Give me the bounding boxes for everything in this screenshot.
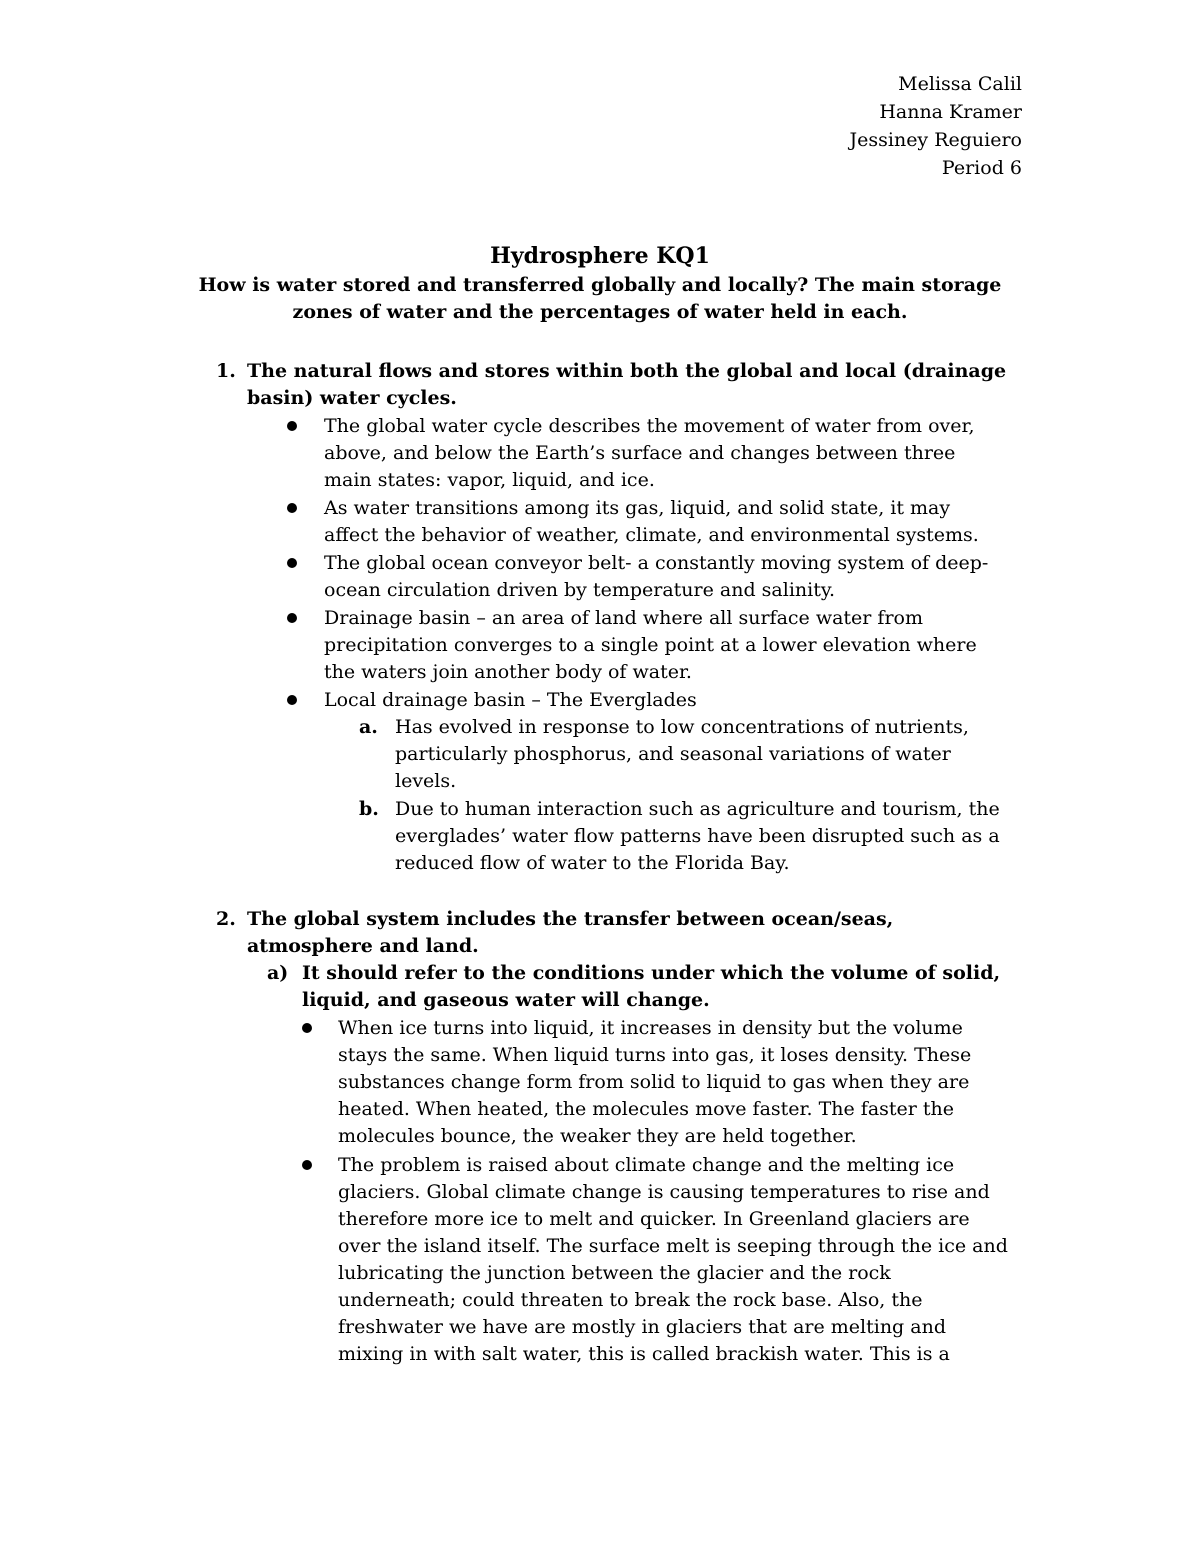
- section-heading: basin) water cycles.: [247, 387, 457, 409]
- bullet-icon: [302, 1160, 312, 1170]
- bullet-text: main states: vapor, liquid, and ice.: [324, 469, 655, 491]
- sub-heading: It should refer to the conditions under which the volume of solid,: [302, 962, 1001, 984]
- author-block: [850, 70, 1022, 182]
- bullet-text: When ice turns into liquid, it increases in density but the volume: [338, 1017, 963, 1039]
- sub-item-text: reduced flow of water to the Florida Bay.: [395, 852, 790, 874]
- sub-item-text: Has evolved in response to low concentrations of nutrients,: [395, 716, 969, 738]
- bullet-text: stays the same. When liquid turns into gas, it loses density. These: [338, 1044, 972, 1066]
- sub-item-text: everglades’ water flow patterns have been disrupted such as a: [395, 825, 1000, 847]
- bullet-text: the waters join another body of water.: [324, 661, 692, 683]
- bullet-icon: [287, 613, 297, 623]
- sub-heading-marker: a): [267, 962, 289, 984]
- title-block: [180, 240, 1020, 326]
- sub-item-marker: b.: [359, 798, 379, 820]
- section-heading: The natural flows and stores within both the global and local (drainage: [247, 360, 1007, 382]
- bullet-text: heated. When heated, the molecules move faster. The faster the: [338, 1098, 955, 1120]
- bullet-icon: [287, 421, 297, 431]
- section-number: 2.: [216, 908, 236, 930]
- bullet-icon: [302, 1023, 312, 1033]
- bullet-text: As water transitions among its gas, liquid, and solid state, it may: [324, 497, 951, 519]
- class-period: Period 6: [941, 157, 1022, 179]
- bullet-text: molecules bounce, the weaker they are held together.: [338, 1125, 857, 1147]
- author-name: Hanna Kramer: [879, 101, 1022, 123]
- author-name: Melissa Calil: [898, 73, 1022, 95]
- sub-item-text: Due to human interaction such as agriculture and tourism, the: [395, 798, 1000, 820]
- subtitle-line: How is water stored and transferred globally and locally? The main storage: [198, 274, 1002, 296]
- bullet-icon: [287, 695, 297, 705]
- bullet-text: precipitation converges to a single point at a lower elevation where: [324, 634, 977, 656]
- bullet-text: above, and below the Earth’s surface and changes between three: [324, 442, 956, 464]
- section-heading: atmosphere and land.: [247, 935, 479, 957]
- bullet-icon: [287, 558, 297, 568]
- bullet-text: Local drainage basin – The Everglades: [324, 689, 697, 711]
- sub-item-text: levels.: [395, 770, 457, 792]
- bullet-text: affect the behavior of weather, climate, and environmental systems.: [324, 524, 979, 546]
- bullet-text: glaciers. Global climate change is causing temperatures to rise and: [338, 1181, 990, 1203]
- bullet-text: The global water cycle describes the movement of water from over,: [324, 415, 975, 437]
- bullet-text: mixing in with salt water, this is called brackish water. This is a: [338, 1343, 950, 1365]
- sub-heading: liquid, and gaseous water will change.: [302, 989, 710, 1011]
- bullet-text: The global ocean conveyor belt- a constantly moving system of deep-: [324, 552, 989, 574]
- bullet-text: lubricating the junction between the glacier and the rock: [338, 1262, 891, 1284]
- bullet-text: substances change form from solid to liquid to gas when they are: [338, 1071, 970, 1093]
- bullet-text: over the island itself. The surface melt is seeping through the ice and: [338, 1235, 1008, 1257]
- bullet-icon: [287, 503, 297, 513]
- bullet-text: therefore more ice to melt and quicker. In Greenland glaciers are: [338, 1208, 970, 1230]
- subtitle-line: zones of water and the percentages of water held in each.: [292, 301, 908, 323]
- document-title: Hydrosphere KQ1: [490, 243, 710, 269]
- section-heading: The global system includes the transfer between ocean/seas,: [247, 908, 894, 930]
- author-name: Jessiney Reguiero: [849, 129, 1022, 151]
- section-number: 1.: [216, 360, 236, 382]
- bullet-text: underneath; could threaten to break the rock base. Also, the: [338, 1289, 923, 1311]
- bullet-text: Drainage basin – an area of land where all surface water from: [324, 607, 923, 629]
- bullet-text: freshwater we have are mostly in glaciers that are melting and: [338, 1316, 946, 1338]
- bullet-text: The problem is raised about climate change and the melting ice: [338, 1154, 955, 1176]
- sub-item-text: particularly phosphorus, and seasonal variations of water: [395, 743, 951, 765]
- sub-item-marker: a.: [359, 716, 378, 738]
- bullet-text: ocean circulation driven by temperature and salinity.: [324, 579, 836, 601]
